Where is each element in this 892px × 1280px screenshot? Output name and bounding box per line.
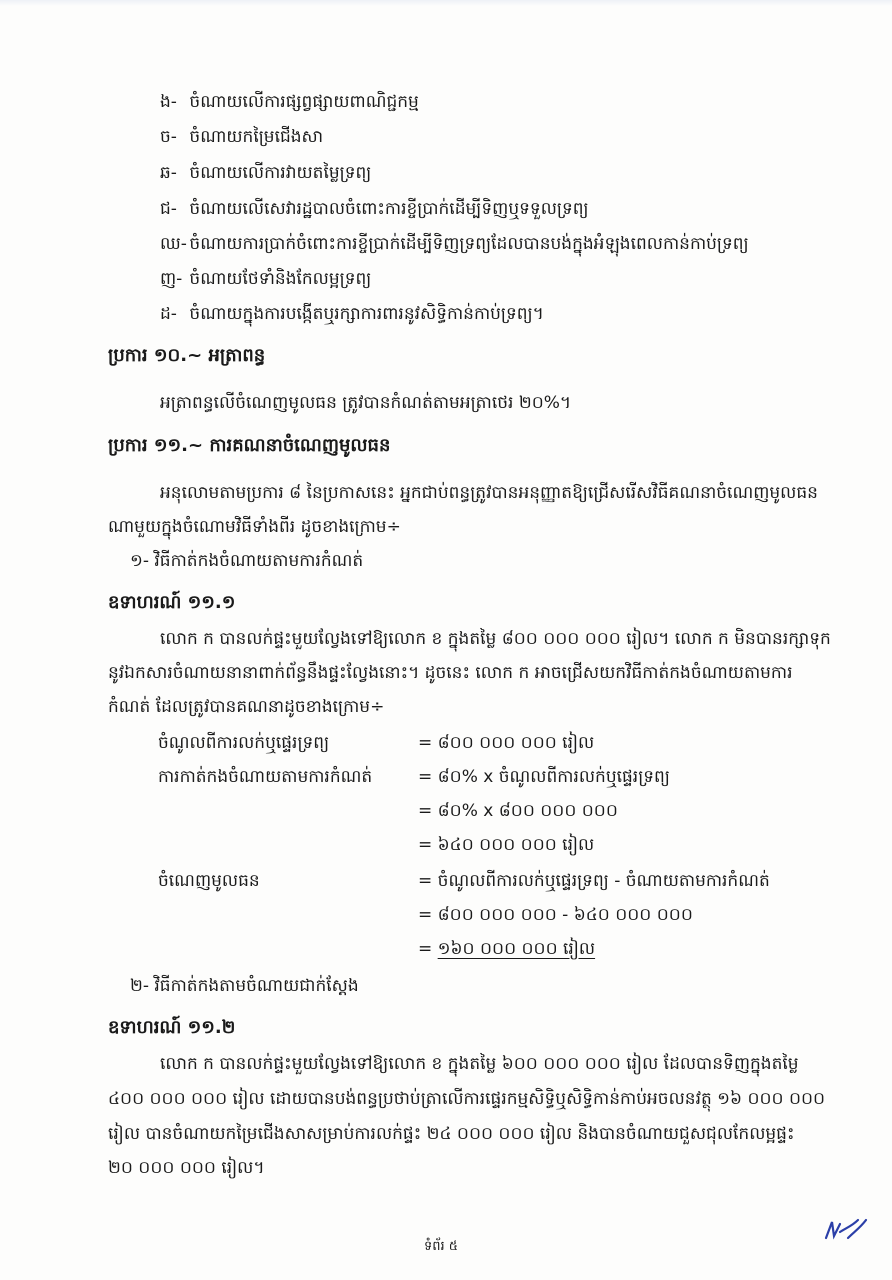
example-11-2-heading: ឧទាហរណ៍ ១១.២ <box>108 1017 236 1038</box>
example-11-1-line: កំណត់ ដែលត្រូវបានគណនាដូចខាងក្រោម÷ <box>108 697 385 717</box>
example-11-2-line: លោក ក បានលក់ផ្ទះមួយល្វែងទៅឱ្យលោក ខ ក្នុងតម្លៃ ៦០០ ០០០ ០០០ រៀល ដែលបានទិញក្នុងតម្លៃ <box>160 1054 799 1074</box>
list-item <box>160 197 589 221</box>
list-item <box>160 232 749 256</box>
list-item <box>160 90 419 114</box>
list-item-mark: ង- <box>160 92 177 112</box>
calc-result-value: ១៦០ ០០០ ០០០ រៀល <box>437 939 596 959</box>
calc-value: = ៨០% x ចំណូលពីការលក់ឬផ្ទេរទ្រព្យ <box>418 767 670 787</box>
list-item-mark: ញ- <box>160 269 183 289</box>
calc-label: ចំណេញមូលធន <box>158 871 260 891</box>
list-item-mark: ឈ- <box>160 234 187 254</box>
article-10-body: អត្រាពន្ធលើចំណេញមូលធន ត្រូវបានកំណត់តាមអត្រាថេរ ២០%។ <box>160 393 572 413</box>
article-11-body-line: អនុលោមតាមប្រការ ៨ នៃប្រកាសនេះ អ្នកជាប់ពន្ធត្រូវបានអនុញ្ញាតឱ្យជ្រើសរើសវិធីគណនាចំណេញមូលធន <box>160 483 818 503</box>
example-11-2-line: ៤០០ ០០០ ០០០ រៀល ដោយបានបង់ពន្ធប្រថាប់ត្រាលើការផ្ទេរកម្មសិទ្ធិឬសិទ្ធិកាន់កាប់អចលនវត្ថុ ១៦ ០០០ ០០០ <box>108 1089 826 1109</box>
article-11-body-line: ណាមួយក្នុងចំណោមវិធីទាំងពីរ ដូចខាងក្រោម÷ <box>108 517 401 537</box>
list-item-text: ចំណាយការប្រាក់ចំពោះការខ្ចីប្រាក់ដើម្បីទិញទ្រព្យដែលបានបង់ក្នុងអំឡុងពេលកាន់កាប់ទ្រព្យ <box>189 234 749 254</box>
calc-value: = ៨០% x ៨០០ ០០០ ០០០ <box>418 801 618 821</box>
example-11-1-line: លោក ក បានលក់ផ្ទះមួយល្វែងទៅឱ្យលោក ខ ក្នុងតម្លៃ ៨០០ ០០០ ០០០ រៀល។ លោក ក មិនបានរក្សាទុក <box>160 629 831 649</box>
list-item-mark: ដ- <box>160 304 177 324</box>
list-item-mark: ជ- <box>160 199 177 219</box>
calc-label: ការកាត់កងចំណាយតាមការកំណត់ <box>158 767 373 787</box>
example-11-2-line: រៀល បានចំណាយកម្រៃជើងសាសម្រាប់ការលក់ផ្ទះ ២៤ ០០០ ០០០ រៀល និងបានចំណាយជួសជុលកែលម្អផ្ទះ <box>108 1124 795 1144</box>
scan-edge <box>0 0 892 6</box>
method-2-label: ២- វិធីកាត់កងតាមចំណាយជាក់ស្តែង <box>130 976 359 996</box>
article-11-heading: ប្រការ ១១.~ ការគណនាចំណេញមូលធន <box>108 435 391 456</box>
list-item-text: ចំណាយថែទាំនិងកែលម្អទ្រព្យ <box>189 269 372 289</box>
list-item <box>160 125 323 149</box>
example-11-2-line: ២០ ០០០ ០០០ រៀល។ <box>108 1158 265 1178</box>
list-item-text: ចំណាយលើការផ្សព្វផ្សាយពាណិជ្ជកម្ម <box>189 92 419 112</box>
list-item-mark: ឆ- <box>160 163 177 183</box>
initials-signature <box>822 1214 868 1248</box>
calc-value: = ៨០០ ០០០ ០០០ រៀល <box>418 733 595 753</box>
page-number: ទំព័រ ៥ <box>424 1239 458 1254</box>
calc-result <box>418 938 595 963</box>
method-1-label: ១- វិធីកាត់កងចំណាយតាមការកំណត់ <box>130 551 364 571</box>
list-item <box>160 267 371 291</box>
list-item-text: ចំណាយលើសេវារដ្ឋបាលចំពោះការខ្ចីប្រាក់ដើម្បីទិញឬទទួលទ្រព្យ <box>189 199 589 219</box>
calc-result-prefix: = <box>418 939 438 959</box>
calc-value: = ចំណូលពីការលក់ឬផ្ទេរទ្រព្យ - ចំណាយតាមការកំណត់ <box>418 871 770 891</box>
list-item-text: ចំណាយក្នុងការបង្កើតឬរក្សាការពារនូវសិទ្ធិកាន់កាប់ទ្រព្យ។ <box>189 304 544 324</box>
list-item-text: ចំណាយលើការវាយតម្លៃទ្រព្យ <box>189 163 372 183</box>
calc-value: = ៨០០ ០០០ ០០០ - ៦៤០ ០០០ ០០០ <box>418 905 693 925</box>
list-item <box>160 161 371 185</box>
list-item-text: ចំណាយកម្រៃជើងសា <box>189 127 324 147</box>
list-item-mark: ច- <box>160 127 177 147</box>
example-11-1-heading: ឧទាហរណ៍ ១១.១ <box>108 592 236 613</box>
calc-label: ចំណូលពីការលក់ឬផ្ទេរទ្រព្យ <box>158 733 330 753</box>
list-item <box>160 302 544 326</box>
example-11-1-line: នូវឯកសារចំណាយនានាពាក់ព័ន្ធនឹងផ្ទះល្វែងនោះ។ ដូចនេះ លោក ក អាចជ្រើសយកវិធីកាត់កងចំណាយតាមការ <box>108 663 793 683</box>
article-10-heading: ប្រការ ១០.~ អត្រាពន្ធ <box>108 345 266 366</box>
calc-value: = ៦៤០ ០០០ ០០០ រៀល <box>418 835 595 855</box>
